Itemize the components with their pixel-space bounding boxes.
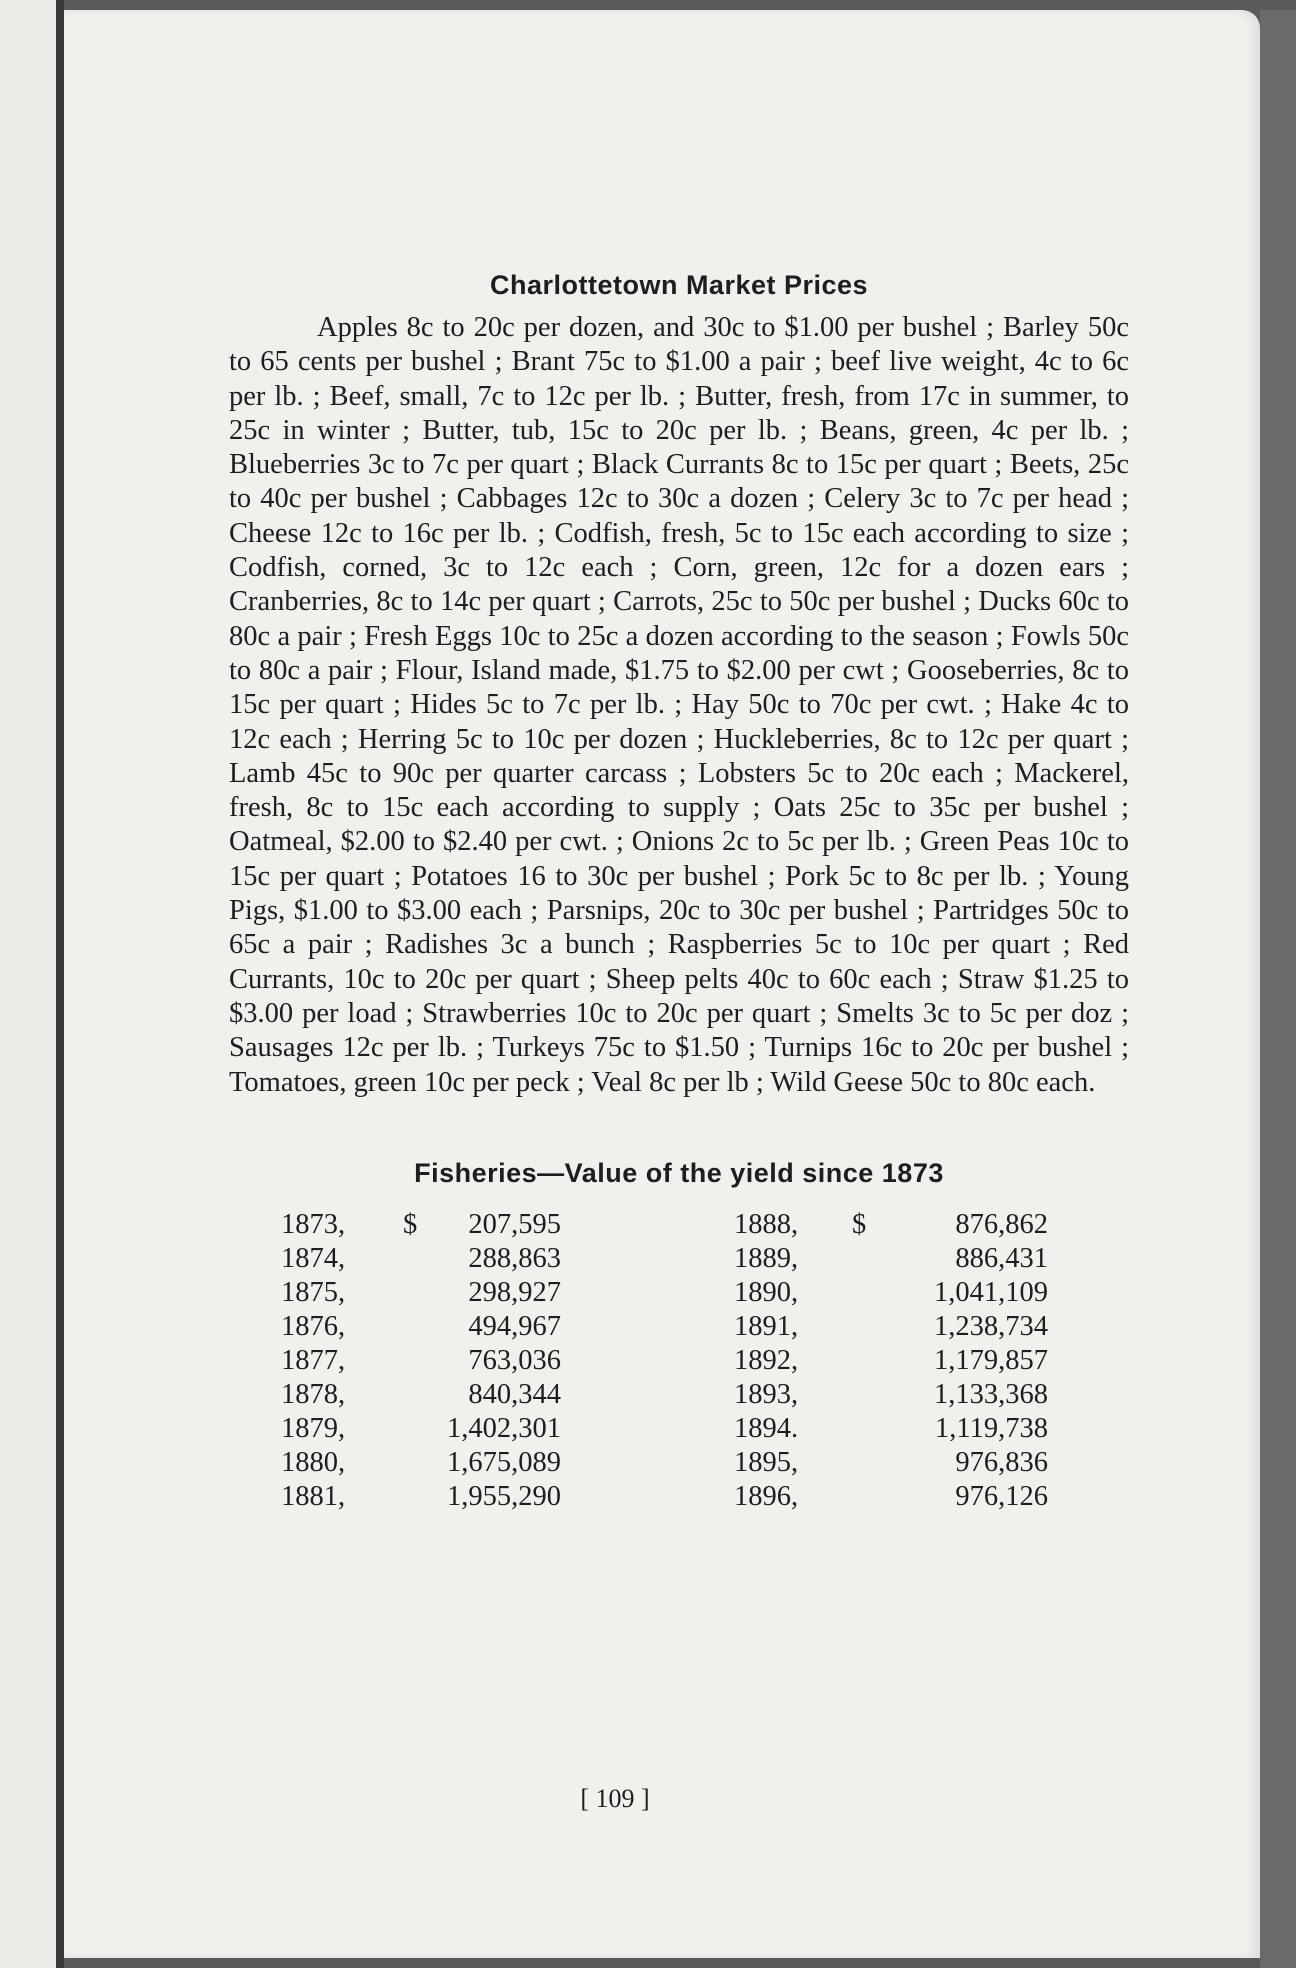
year-cell: 1891,	[734, 1310, 799, 1342]
page-number: [ 109 ]	[580, 1784, 650, 1813]
year-cell: 1893,	[734, 1378, 799, 1410]
amount-cell: 298,927	[468, 1276, 561, 1308]
year-cell: 1877,	[281, 1344, 346, 1376]
table-row	[281, 1311, 611, 1345]
amount-cell: 1,179,857	[934, 1344, 1048, 1376]
amount-cell: 840,344	[468, 1378, 561, 1410]
amount-cell: 886,431	[955, 1242, 1048, 1274]
amount-cell: 976,126	[955, 1480, 1048, 1512]
amount-cell: 763,036	[468, 1344, 561, 1376]
table-row	[281, 1243, 611, 1277]
amount-cell: 1,675,089	[447, 1446, 561, 1478]
table-row	[281, 1413, 611, 1447]
year-cell: 1873,	[281, 1208, 346, 1240]
book-page	[64, 10, 1260, 1958]
amount-cell: 1,041,109	[934, 1276, 1048, 1308]
year-cell: 1896,	[734, 1480, 799, 1512]
year-cell: 1876,	[281, 1310, 346, 1342]
year-cell: 1889,	[734, 1242, 799, 1274]
page-right-edge	[1260, 10, 1296, 1968]
facing-page-edge	[0, 0, 58, 1968]
table-row	[734, 1447, 1074, 1481]
table-row	[281, 1345, 611, 1379]
year-cell: 1890,	[734, 1276, 799, 1308]
table-row	[734, 1481, 1074, 1515]
dollar-sign: $	[403, 1208, 418, 1240]
fisheries-column-left	[281, 1209, 611, 1515]
amount-cell: 288,863	[468, 1242, 561, 1274]
table-row	[281, 1447, 611, 1481]
amount-cell: 1,955,290	[447, 1480, 561, 1512]
amount-cell: 1,402,301	[447, 1412, 561, 1444]
fisheries-table	[229, 1208, 1129, 1512]
fisheries-heading: Fisheries—Value of the yield since 1873	[414, 1157, 944, 1188]
table-row	[734, 1209, 1074, 1243]
page-content	[229, 270, 1129, 1512]
table-row	[281, 1379, 611, 1413]
table-row	[734, 1379, 1074, 1413]
table-row	[734, 1243, 1074, 1277]
year-cell: 1895,	[734, 1446, 799, 1478]
book-gutter	[56, 0, 64, 1968]
table-row	[734, 1311, 1074, 1345]
year-cell: 1880,	[281, 1446, 346, 1478]
amount-cell: 976,836	[955, 1446, 1048, 1478]
table-row	[734, 1413, 1074, 1447]
table-row	[734, 1345, 1074, 1379]
market-prices-text: Apples 8c to 20c per dozen, and 30c to $1.00 per bushel ; Barley 50c to 65 cents per bushel ; Brant 75c to $1.00 a pair ; beef live weight, 4c to 6c per lb. ; Beef, small, 7c to 12c per lb. ; Butter, fresh, from 17c in summer, to 25c in winter ; Butter, tub, 15c to 20c per lb. ; Beans, green, 4c per lb. ; Blueberries 3c to 7c per quart ; Black Currants 8c to 15c per quart ; Beets, 25c to 40c per bushel ; Cabbages 12c to 30c a dozen ; Celery 3c to 7c per head ; Cheese 12c to 16c per lb. ; Codfish, fresh, 5c to 15c each according to size ; Codfish, corned, 3c to 12c each ; Corn, green, 12c for a dozen ears ; Cranberries, 8c to 14c per quart ; Carrots, 25c to 50c per bushel ; Ducks 60c to 80c a pair ; Fresh Eggs 10c to 25c a dozen according to the season ; Fowls 50c to 80c a pair ; Flour, Island made, $1.75 to $2.00 per cwt ; Gooseberries, 8c to 15c per quart ; Hides 5c to 7c per lb. ; Hay 50c to 70c per cwt. ; Hake 4c to 12c each ; Herring 5c to 10c per dozen ; Huckleberries, 8c to 12c per quart ; Lamb 45c to 90c per quarter carcass ; Lobsters 5c to 20c each ; Mackerel, fresh, 8c to 15c each according to supply ; Oats 25c to 35c per bushel ; Oatmeal, $2.00 to $2.40 per cwt. ; Onions 2c to 5c per lb. ; Green Peas 10c to 15c per quart ; Potatoes 16 to 30c per bushel ; Pork 5c to 8c per lb. ; Young Pigs, $1.00 to $3.00 each ; Parsnips, 20c to 30c per bushel ; Partridges 50c to 65c a pair ; Radishes 3c a bunch ; Raspberries 5c to 10c per quart ; Red Currants, 10c to 20c per quart ; Sheep pelts 40c to 60c each ; Straw $1.25 to $3.00 per load ; Strawberries 10c to 20c per quart ; Smelts 3c to 5c per doz ; Sausages 12c per lb. ; Turkeys 75c to $1.50 ; Turnips 16c to 20c per bushel ; Tomatoes, green 10c per peck ; Veal 8c per lb ; Wild Geese 50c to 80c each.	[229, 312, 1129, 1098]
table-row	[281, 1277, 611, 1311]
fisheries-column-right	[734, 1209, 1074, 1515]
amount-cell: 1,119,738	[935, 1412, 1048, 1444]
year-cell: 1874,	[281, 1242, 346, 1274]
amount-cell: 1,133,368	[934, 1378, 1048, 1410]
amount-cell: 494,967	[468, 1310, 561, 1342]
dollar-sign: $	[852, 1208, 867, 1240]
year-cell: 1875,	[281, 1276, 346, 1308]
year-cell: 1881,	[281, 1480, 346, 1512]
amount-cell: 207,595	[468, 1208, 561, 1240]
year-cell: 1894.	[734, 1412, 799, 1444]
amount-cell: 876,862	[955, 1208, 1048, 1240]
year-cell: 1878,	[281, 1378, 346, 1410]
amount-cell: 1,238,734	[934, 1310, 1048, 1342]
year-cell: 1879,	[281, 1412, 346, 1444]
table-row	[281, 1481, 611, 1515]
table-row	[734, 1277, 1074, 1311]
table-row	[281, 1209, 611, 1243]
year-cell: 1888,	[734, 1208, 799, 1240]
market-prices-heading: Charlottetown Market Prices	[489, 270, 869, 300]
year-cell: 1892,	[734, 1344, 799, 1376]
